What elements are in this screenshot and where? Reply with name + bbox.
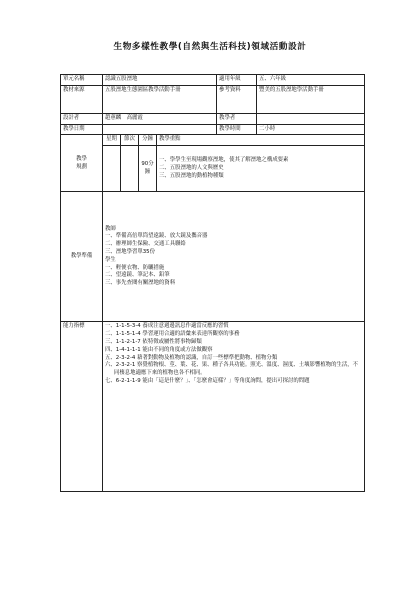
grade-value: 五、六年級 xyxy=(257,75,365,86)
teacher-label: 教學者 xyxy=(217,113,257,124)
material-source-label: 教材來源 xyxy=(61,85,103,113)
prep-item: 三、溼地學習單35份 xyxy=(105,248,155,255)
reference-label: 參考資料 xyxy=(217,85,257,113)
flow-week-cell xyxy=(103,146,121,192)
flow-header-focus: 教學重點 xyxy=(157,135,365,146)
prep-label: 教學準備 xyxy=(61,192,103,322)
prep-student-label: 學生 xyxy=(105,256,116,263)
indicator-item: 五、2-3-2-4 藉著對動物及植物的認識，自訂一些標準把動物、植物分類 xyxy=(105,354,278,361)
indicators-label: 能力指標 xyxy=(61,322,103,492)
focus-item: 一、學學生至現場觀察溼地，使其了解溼地之構成要素 xyxy=(159,157,289,164)
indicator-item: 四、1-4-1-1-1 能由不同的角度或方法做觀察 xyxy=(105,346,213,353)
source-row xyxy=(61,85,365,113)
indicator-item: 二、1-1-5-1-4 學習運用合適的語彙來表達所觀察的事務 xyxy=(105,331,240,338)
focus-item: 二、五股溼地的人文與歷史 xyxy=(159,164,224,171)
prep-cell xyxy=(103,192,365,322)
designer-value: 趙蕙麟 高麗霞 xyxy=(103,113,217,124)
date-row xyxy=(61,124,365,135)
flow-header-minutes: 分鐘 xyxy=(139,135,157,146)
time-label: 教學時間 xyxy=(217,124,257,135)
material-source-value: 五股溼地生態園區教學活動手冊 xyxy=(103,85,217,113)
flow-header-week: 星期 xyxy=(103,135,121,146)
designer-row xyxy=(61,113,365,124)
flow-header-period: 節次 xyxy=(121,135,139,146)
flow-minutes-cell: 90分鐘 xyxy=(139,146,157,192)
document-title: 生物多樣性教學(自然與生活科技)領域活動設計 xyxy=(113,42,307,52)
prep-item: 三、事先查閱有關溼地的資料 xyxy=(105,280,176,287)
prep-item: 二、望遠鏡、筆記本、鉛筆 xyxy=(105,272,170,279)
flow-period-cell xyxy=(121,146,139,192)
unit-row xyxy=(61,75,365,86)
grade-label: 適用年級 xyxy=(217,75,257,86)
time-value: 二小時 xyxy=(257,124,365,135)
focus-item: 三、五股溼地的動植物種類 xyxy=(159,172,224,179)
indicator-item: 六、2-3-2-1 察覺植物根、莖、葉、花、果、種子各具功能。照光、溫度、濕度、土壤影響植物的生活，不同棲息地適應下來的植物也各不相同。 xyxy=(105,362,359,377)
prep-item: 一、準備高倍單筒望遠鏡、放大鏡及攜音器 xyxy=(105,233,208,240)
prep-row xyxy=(61,192,365,322)
flow-header-row xyxy=(61,135,365,146)
lesson-plan-table xyxy=(60,74,365,492)
indicators-row xyxy=(61,322,365,492)
flow-focus-cell xyxy=(157,146,365,192)
prep-teacher-label: 教師 xyxy=(105,225,116,232)
designer-label: 設計者 xyxy=(61,113,103,124)
unit-name-label: 單元名稱 xyxy=(61,75,103,86)
teacher-value xyxy=(257,113,365,124)
prep-item: 一、輕便衣物、防曬措施 xyxy=(105,264,165,271)
indicator-item: 七、6-2-1-1-9 能由「這是什麼？」、「怎麼會這樣？」等角度詢問，提出可探討的問題 xyxy=(105,378,310,385)
unit-name-value: 認識五股溼地 xyxy=(103,75,217,86)
indicators-cell xyxy=(103,322,365,492)
indicator-item: 一、1-1-5-3-4 養成注意週邊訊息作適當反應的習慣 xyxy=(105,323,229,330)
flow-content-row xyxy=(61,146,365,192)
date-label: 教學日期 xyxy=(61,124,103,135)
flow-label: 教學規劃 xyxy=(61,135,103,192)
reference-value: 豐美的五股溼地學活動手冊 xyxy=(257,85,365,113)
prep-item: 二、辦理師生保險、交通工具聯絡 xyxy=(105,241,186,248)
indicator-item: 三、1-1-2-1-7 依特徵或屬性將事物歸類 xyxy=(105,338,202,345)
date-value xyxy=(103,124,217,135)
